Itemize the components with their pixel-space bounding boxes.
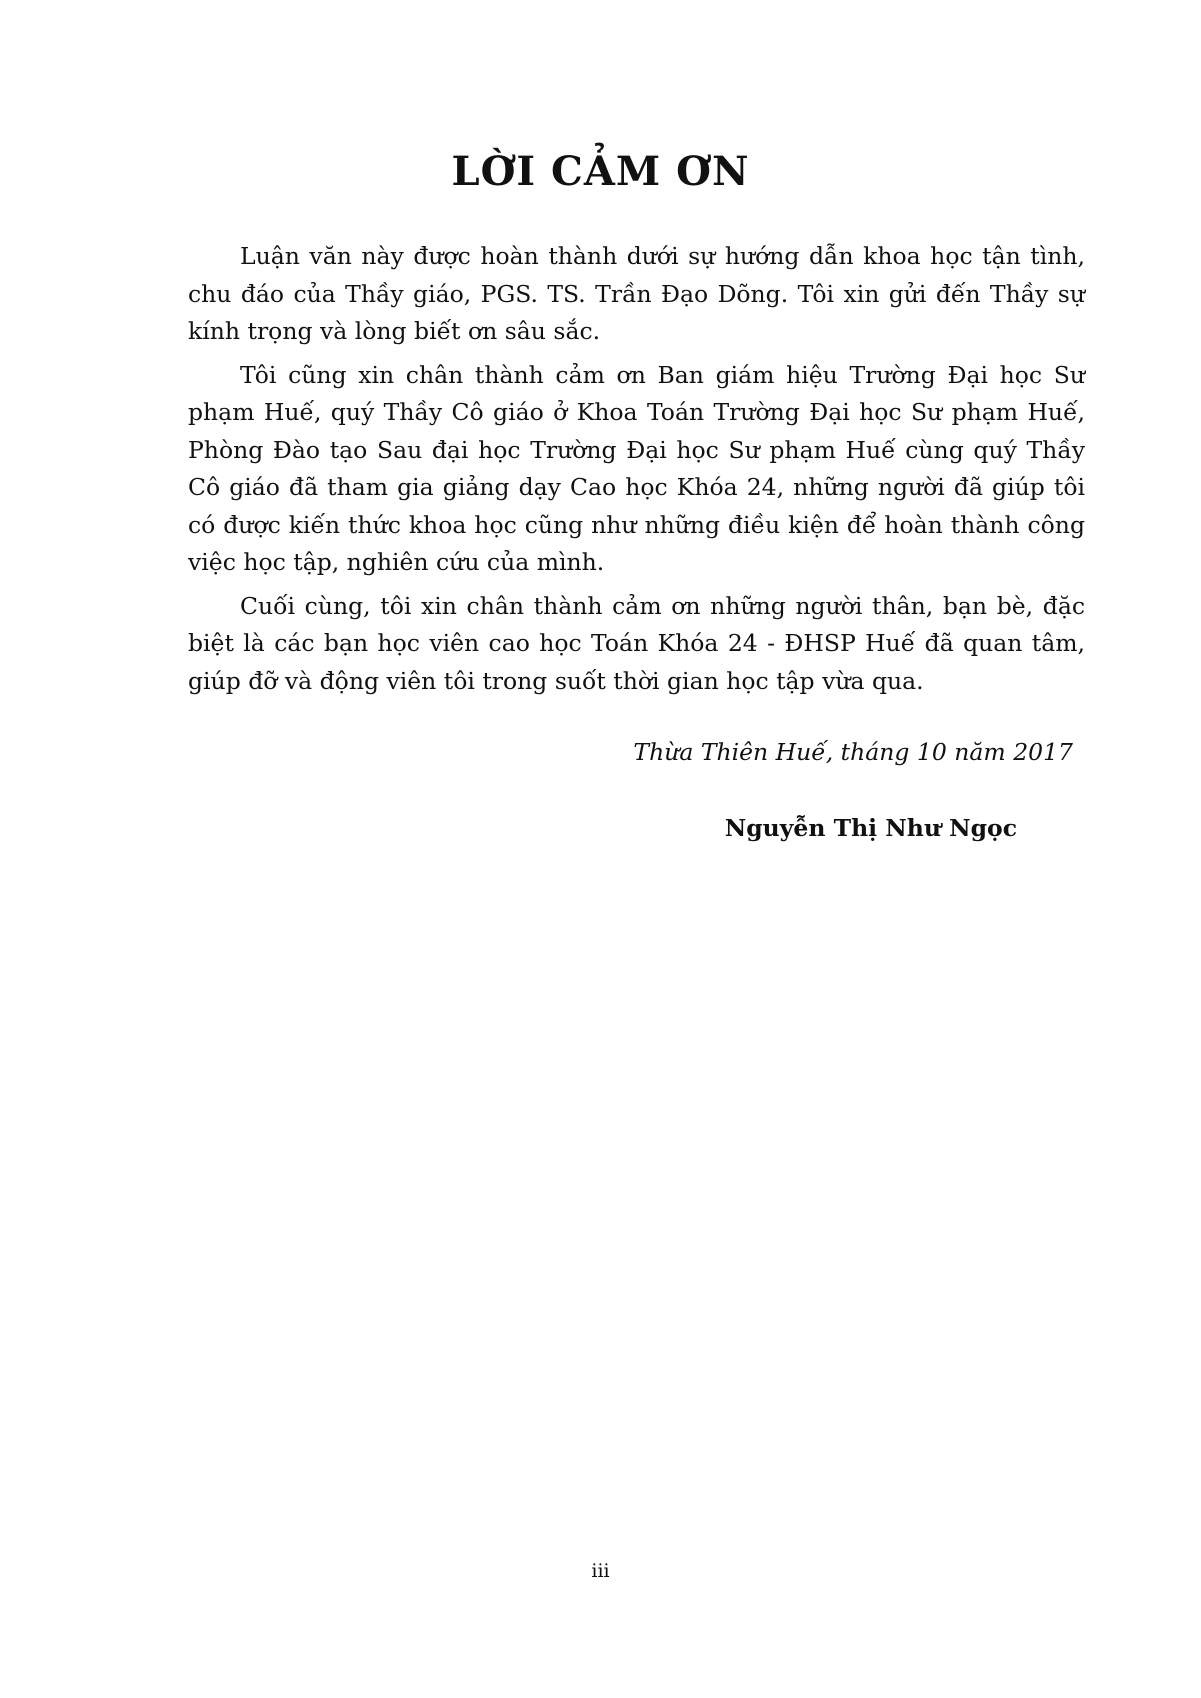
paragraph-2: Tôi cũng xin chân thành cảm ơn Ban giám hiệu Trường Đại học Sư phạm Huế, quý Thầy Cô giáo ở Khoa Toán Trường Đại học Sư phạm Huế, Phòng Đào tạo Sau đại học Trường Đại học Sư phạm Huế cùng quý Thầy Cô giáo đã tham gia giảng dạy Cao học Khóa 24, những người đã giúp tôi có được kiến thức khoa học cũng như những điều kiện để hoàn thành công việc học tập, nghiên cứu của mình. — [188, 360, 1085, 576]
place-date: Thừa Thiên Huế, tháng 10 năm 2017 — [633, 738, 1073, 766]
paragraph-3: Cuối cùng, tôi xin chân thành cảm ơn những người thân, bạn bè, đặc biệt là các bạn học viên cao học Toán Khóa 24 - ĐHSP Huế đã quan tâm, giúp đỡ và động viên tôi trong suốt thời gian học tập vừa qua. — [188, 591, 1085, 695]
page-number: iii — [591, 1560, 610, 1582]
page-title: LỜI CẢM ƠN — [451, 148, 750, 195]
acknowledgement-body — [188, 238, 1085, 706]
author-signature: Nguyễn Thị Như Ngọc — [724, 814, 1017, 842]
paragraph-1: Luận văn này được hoàn thành dưới sự hướng dẫn khoa học tận tình, chu đáo của Thầy giáo, PGS. TS. Trần Đạo Dõng. Tôi xin gửi đến Thầy sự kính trọng và lòng biết ơn sâu sắc. — [188, 242, 1085, 345]
